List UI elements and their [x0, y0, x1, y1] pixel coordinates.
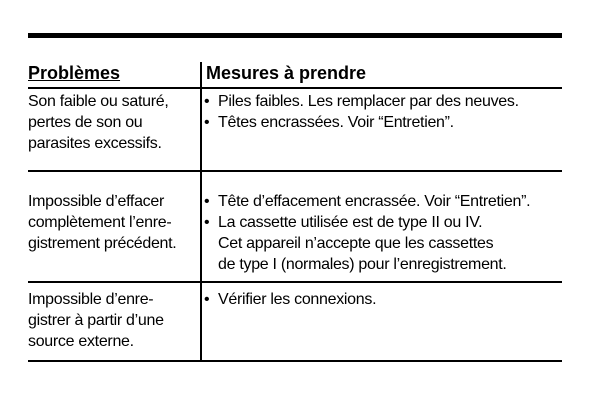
solution-item	[204, 112, 564, 133]
solution-line: La cassette utilisée est de type II ou IV.	[218, 214, 483, 231]
solution-item	[204, 289, 564, 310]
header-problems: Problèmes	[28, 63, 121, 83]
top-rule	[28, 33, 562, 38]
troubleshooting-table	[28, 62, 562, 350]
problem-line: complètement l’enre-	[28, 214, 172, 231]
solution-line: Tête d’effacement encrassée. Voir “Entretien”.	[218, 193, 531, 210]
problem-line: source externe.	[28, 333, 134, 350]
solution-line: Cet appareil n’accepte que les cassettes	[218, 235, 494, 252]
problem-cell	[28, 191, 198, 254]
bullet: •	[204, 291, 210, 308]
bullet: •	[204, 214, 210, 231]
problem-line: gistrement précédent.	[28, 235, 177, 252]
bullet: •	[204, 114, 210, 131]
solution-item	[204, 191, 564, 212]
problem-cell	[28, 91, 198, 154]
problem-line: parasites excessifs.	[28, 135, 162, 152]
solution-line: Vérifier les connexions.	[218, 291, 377, 308]
bullet: •	[204, 93, 210, 110]
bullet: •	[204, 193, 210, 210]
column-divider	[200, 62, 202, 362]
solution-line: Têtes encrassées. Voir “Entretien”.	[218, 114, 454, 131]
bottom-rule	[28, 360, 562, 362]
header-rule	[28, 87, 562, 89]
header-row	[28, 62, 562, 87]
solution-line: de type I (normales) pour l’enregistrement.	[218, 256, 507, 273]
problem-line: gistrer à partir d’une	[28, 312, 164, 329]
problem-line: Impossible d’enre-	[28, 291, 154, 308]
problem-line: Son faible ou saturé,	[28, 93, 169, 110]
solution-cell	[204, 289, 564, 310]
row-rule	[28, 170, 562, 172]
solution-item	[204, 91, 564, 112]
solution-item	[204, 212, 564, 275]
solution-cell	[204, 191, 564, 275]
solution-cell	[204, 91, 564, 133]
row-rule	[28, 281, 562, 283]
problem-line: pertes de son ou	[28, 114, 143, 131]
problem-cell	[28, 289, 198, 352]
problem-line: Impossible d’effacer	[28, 193, 165, 210]
solution-line: Piles faibles. Les remplacer par des neuves.	[218, 93, 519, 110]
header-solutions: Mesures à prendre	[206, 63, 367, 83]
